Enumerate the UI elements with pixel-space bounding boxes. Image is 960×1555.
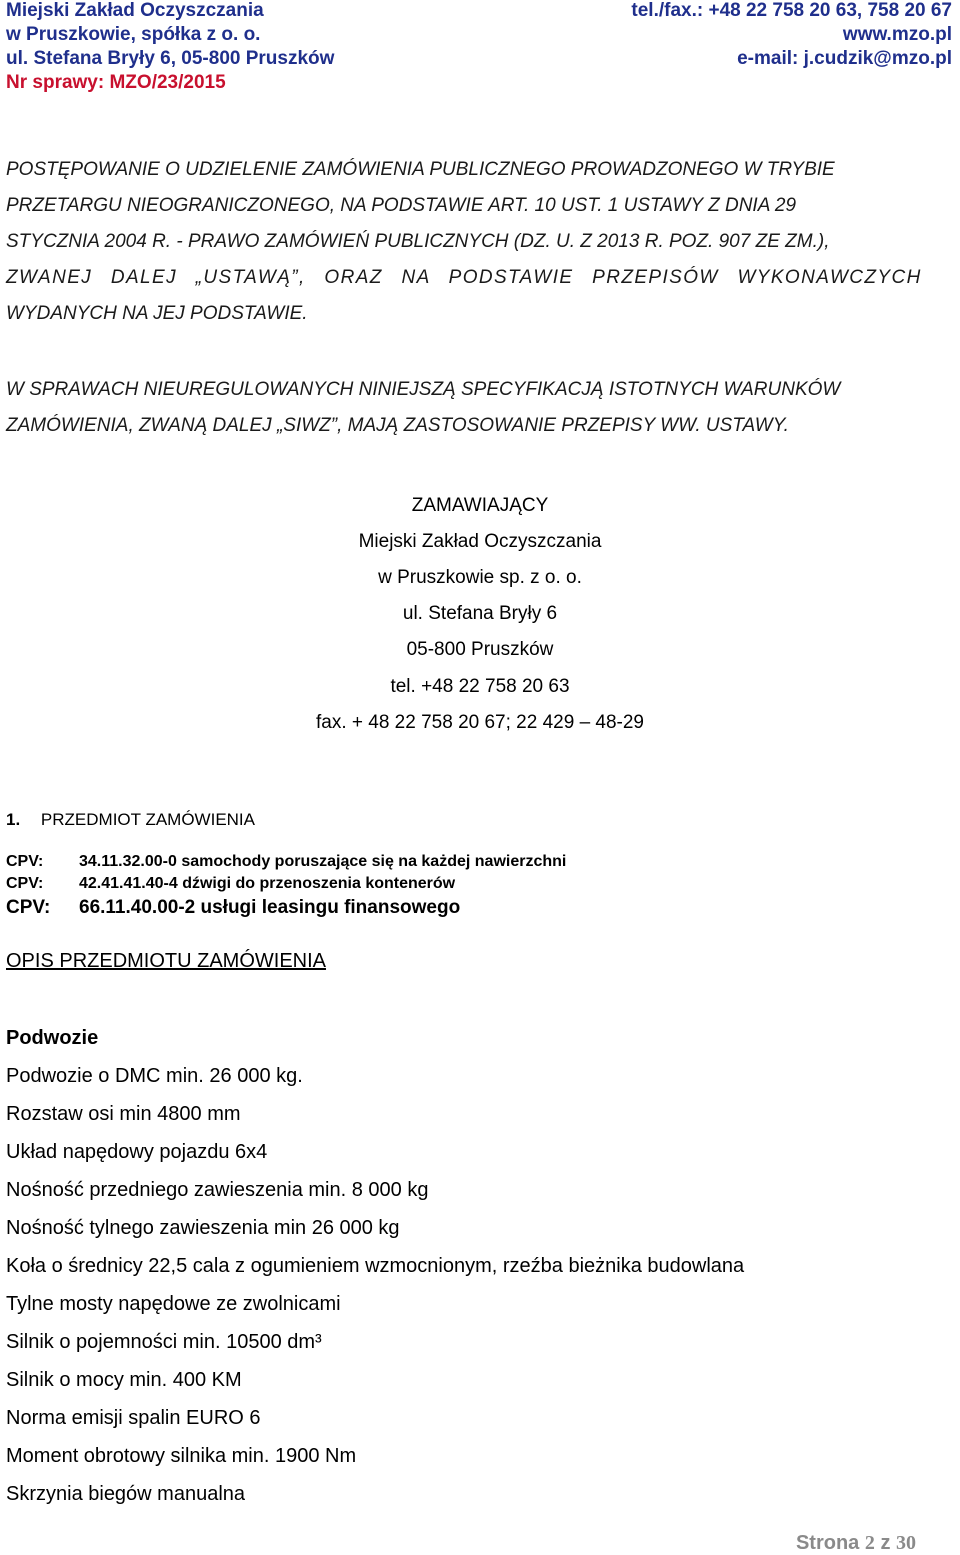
section-number: 1. bbox=[6, 810, 21, 829]
chassis-title: Podwozie bbox=[6, 1027, 99, 1049]
contracting-street: ul. Stefana Bryły 6 bbox=[402, 603, 558, 624]
page-current: 2 bbox=[864, 1532, 875, 1554]
company-name: Miejski Zakład Oczyszczania bbox=[6, 0, 264, 21]
spec-item: Norma emisji spalin EURO 6 bbox=[6, 1407, 261, 1429]
company-website[interactable]: www.mzo.pl bbox=[842, 24, 952, 45]
intro-paragraph bbox=[6, 152, 954, 332]
page-separator: z bbox=[880, 1532, 891, 1554]
spec-item: Podwozie o DMC min. 26 000 kg. bbox=[6, 1065, 303, 1087]
spec-item: Silnik o pojemności min. 10500 dm³ bbox=[6, 1331, 322, 1353]
cpv-row bbox=[6, 897, 460, 919]
company-address: ul. Stefana Bryły 6, 05-800 Pruszków bbox=[6, 48, 335, 69]
cpv-label: CPV: bbox=[6, 853, 44, 870]
description-title: OPIS PRZEDMIOTU ZAMÓWIENIA bbox=[6, 950, 327, 972]
case-number: Nr sprawy: MZO/23/2015 bbox=[6, 72, 226, 93]
spec-item: Skrzynia biegów manualna bbox=[6, 1483, 246, 1505]
spec-item: Nośność przedniego zawieszenia min. 8 000 kg bbox=[6, 1179, 429, 1201]
siwz-line: ZAMÓWIENIA, ZWANĄ DALEJ „SIWZ”, MAJĄ ZASTOSOWANIE PRZEPISY WW. USTAWY. bbox=[6, 415, 789, 436]
company-name-line2: w Pruszkowie, spółka z o. o. bbox=[6, 24, 261, 45]
contracting-fax: fax. + 48 22 758 20 67; 22 429 – 48-29 bbox=[315, 712, 645, 733]
cpv-label: CPV: bbox=[6, 875, 44, 892]
page-number bbox=[796, 1532, 916, 1555]
contracting-tel: tel. +48 22 758 20 63 bbox=[390, 676, 570, 697]
intro-line: POSTĘPOWANIE O UDZIELENIE ZAMÓWIENIA PUBLICZNEGO PROWADZONEGO W TRYBIE bbox=[6, 159, 835, 180]
siwz-paragraph bbox=[6, 372, 954, 444]
intro-line: STYCZNIA 2004 R. - PRAWO ZAMÓWIEŃ PUBLICZNYCH (DZ. U. Z 2013 R. POZ. 907 ZE ZM.), bbox=[6, 231, 830, 252]
cpv-label: CPV: bbox=[6, 897, 51, 918]
contracting-name: Miejski Zakład Oczyszczania bbox=[358, 531, 602, 552]
spec-item: Układ napędowy pojazdu 6x4 bbox=[6, 1141, 268, 1163]
section-heading bbox=[6, 810, 255, 830]
page-label: Strona bbox=[795, 1532, 860, 1554]
contracting-name-line2: w Pruszkowie sp. z o. o. bbox=[378, 567, 582, 588]
intro-line: ZWANEJ DALEJ „USTAWĄ”, ORAZ NA PODSTAWIE PRZEPISÓW WYKONAWCZYCH bbox=[6, 267, 922, 288]
spec-item: Silnik o mocy min. 400 KM bbox=[6, 1369, 242, 1391]
company-phone: tel./fax.: +48 22 758 20 63, 758 20 67 bbox=[631, 0, 952, 21]
cpv-text: 42.41.41.40-4 dźwigi do przenoszenia kontenerów bbox=[79, 875, 456, 892]
contracting-city: 05-800 Pruszków bbox=[406, 639, 554, 660]
spec-item: Moment obrotowy silnika min. 1900 Nm bbox=[6, 1445, 357, 1467]
spec-item: Tylne mosty napędowe ze zwolnicami bbox=[6, 1293, 341, 1315]
cpv-row bbox=[6, 875, 455, 893]
page-total: 30 bbox=[896, 1532, 916, 1554]
cpv-row bbox=[6, 853, 566, 871]
company-email[interactable]: e-mail: j.cudzik@mzo.pl bbox=[737, 48, 952, 69]
spec-item: Nośność tylnego zawieszenia min 26 000 kg bbox=[6, 1217, 400, 1239]
section-title: PRZEDMIOT ZAMÓWIENIA bbox=[40, 810, 255, 829]
siwz-line: W SPRAWACH NIEUREGULOWANYCH NINIEJSZĄ SPECYFIKACJĄ ISTOTNYCH WARUNKÓW bbox=[6, 379, 841, 400]
intro-line: WYDANYCH NA JEJ PODSTAWIE. bbox=[6, 303, 308, 324]
cpv-text: 66.11.40.00-2 usługi leasingu finansowego bbox=[79, 897, 461, 918]
contracting-title: ZAMAWIAJĄCY bbox=[411, 495, 549, 516]
spec-item: Rozstaw osi min 4800 mm bbox=[6, 1103, 241, 1125]
spec-item: Koła o średnicy 22,5 cala z ogumieniem wzmocnionym, rzeźba bieżnika budowlana bbox=[6, 1255, 745, 1277]
intro-line: PRZETARGU NIEOGRANICZONEGO, NA PODSTAWIE ART. 10 UST. 1 USTAWY Z DNIA 29 bbox=[6, 195, 797, 216]
cpv-text: 34.11.32.00-0 samochody poruszające się na każdej nawierzchni bbox=[79, 853, 567, 870]
